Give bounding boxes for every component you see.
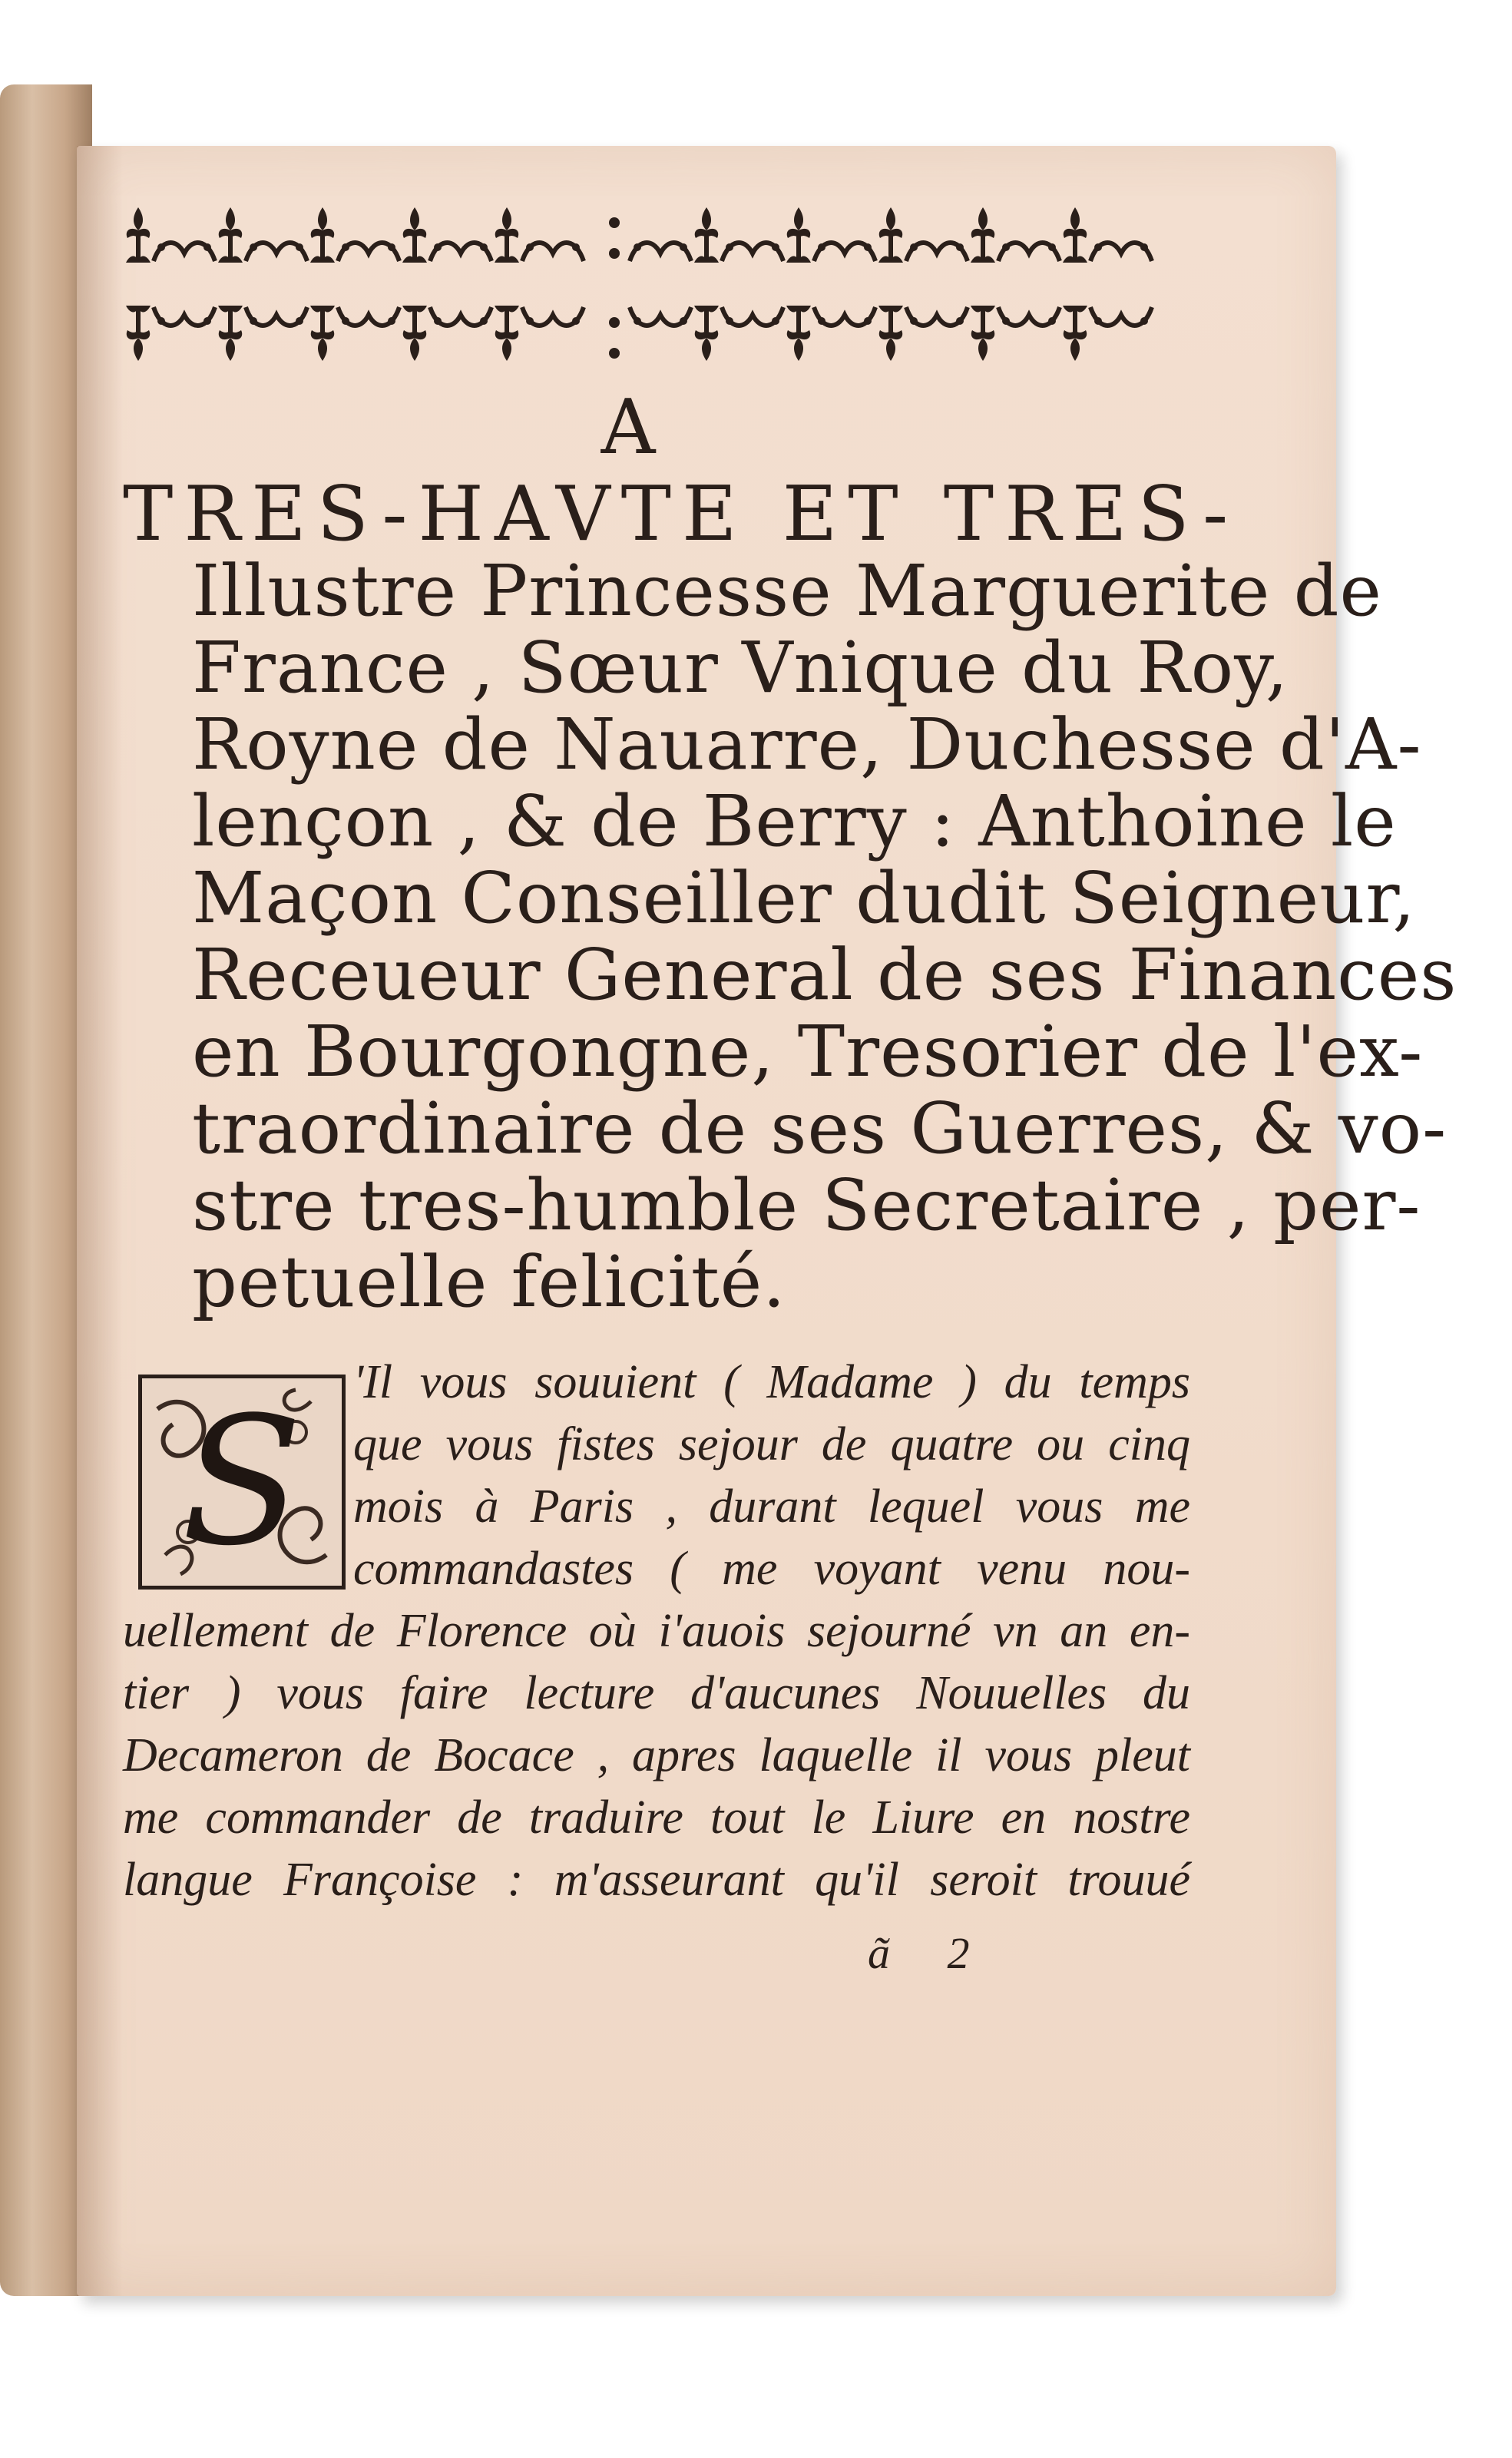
- body-line: uellement de Florence où i'auois sejourné vn an en-: [123, 1605, 1190, 1657]
- heading-line: petuelle felicité.: [192, 1241, 786, 1323]
- fleuron-ornament-svg: [115, 192, 1160, 392]
- body-line: tier ) vous faire lecture d'aucunes Nouuelles du: [123, 1667, 1190, 1719]
- heading-line: TRES-HAVTE ET TRES-: [123, 471, 1239, 558]
- fleuron-ornament-band: [115, 192, 1160, 392]
- heading-line: en Bourgongne, Tresorier de l'ex-: [192, 1011, 1424, 1093]
- body-line: langue Françoise : m'asseurant qu'il seroit trouué: [123, 1854, 1190, 1906]
- body-line: 'Il vous souuient ( Madame ) du temps: [353, 1356, 1190, 1408]
- body-line: que vous fistes sejour de quatre ou cinq: [353, 1418, 1190, 1470]
- heading-line: Royne de Nauarre, Duchesse d'A-: [192, 703, 1422, 786]
- heading-line: traordinaire de ses Guerres, & vo-: [192, 1087, 1447, 1169]
- dedication-body: [123, 1351, 1190, 1911]
- heading-line: France , Sœur Vnique du Roy,: [192, 627, 1289, 709]
- heading-line: Maçon Conseiller dudit Seigneur,: [192, 857, 1416, 939]
- dedication-heading: [123, 471, 1457, 1323]
- heading-line: Receueur General de ses Finances: [192, 934, 1457, 1016]
- heading-line: Illustre Princesse Marguerite de: [192, 550, 1382, 632]
- heading-line: lençon , & de Berry : Anthoine le: [192, 780, 1397, 862]
- body-line: mois à Paris , durant lequel vous me: [353, 1480, 1190, 1533]
- body-line: Decameron de Bocace , apres laquelle il vous pleut: [123, 1729, 1190, 1781]
- initial-letter: S: [181, 1379, 303, 1585]
- body-line: commandastes ( me voyant venu nou-: [353, 1543, 1190, 1595]
- body-line: me commander de traduire tout le Liure en nostre: [123, 1791, 1190, 1844]
- signature-mark: ã 2: [868, 1928, 993, 1978]
- salutation-a: A: [600, 384, 659, 471]
- heading-line: stre tres-humble Secretaire , per-: [192, 1164, 1421, 1246]
